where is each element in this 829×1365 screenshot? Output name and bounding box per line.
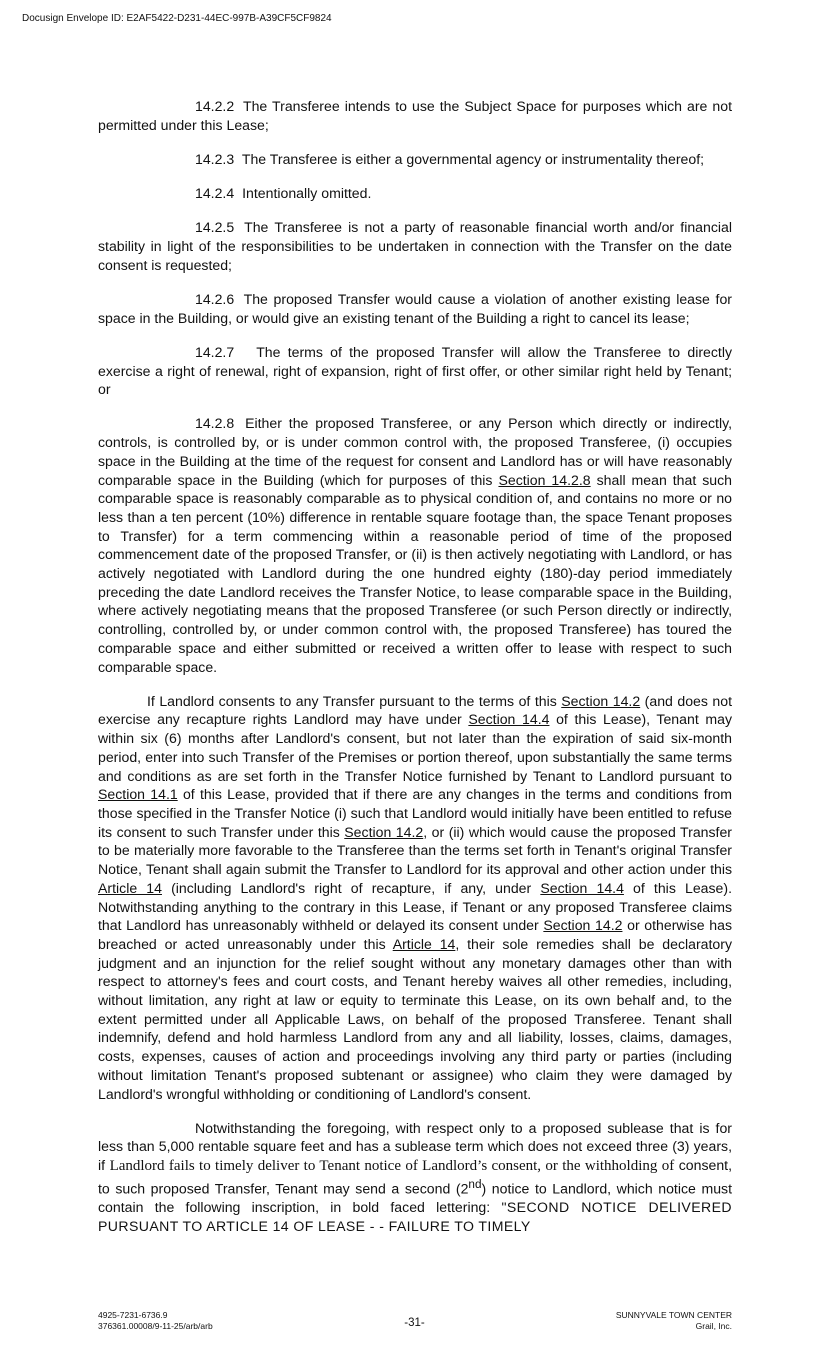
clause-number: 14.2.6	[195, 290, 235, 307]
paragraph-text: (and does not exercise any recapture rights Landlord may have under	[98, 692, 733, 728]
paragraph-text: Notwithstanding the foregoing, with respect only to a proposed sublease that is for less than 5,000 rentable square feet and has a sublease term which does not exceed three (3) years, if	[98, 1119, 732, 1174]
paragraph-text: ) notice to Landlord, which notice must contain the following inscription, in bold faced lettering:	[98, 1180, 732, 1216]
section-ref: Section 14.4	[540, 879, 624, 896]
footer-doc-ref: 376361.00008/9-11-25/arb/arb	[98, 1320, 213, 1331]
superscript-nd: nd	[468, 1177, 482, 1191]
paragraph-text: or otherwise has breached or acted unreasonably under this	[98, 917, 732, 952]
section-ref: Section 14.2	[561, 692, 641, 709]
inscription-text: "SECOND NOTICE DELIVERED PURSUANT TO ARTICLE 14 OF LEASE - - FAILURE TO TIMELY	[98, 1199, 732, 1234]
clause-number: 14.2.5	[195, 219, 235, 236]
paragraph-text: of this Lease, provided that if there are any changes in the terms and conditions from those specified in the Transfer Notice (i) such that Landlord would initially have been entitled to refuse its consent to such Transfer under this	[98, 786, 732, 840]
clause-text: The terms of the proposed Transfer will allow the Transferee to directly exercise a right of renewal, right of expansion, right of first offer, or other similar right held by Tenant; or	[98, 343, 732, 398]
clause-14-2-7	[98, 343, 732, 399]
article-ref: Article 14	[98, 879, 162, 896]
clause-text: shall mean that such comparable space is reasonably comparable as to physical condition of, and contains no more or no less than a ten percent (10%) difference in rentable square footage than, the space Tenant proposes to Transfer) for a term commencing within a reasonable period of time of the proposed commencement date of the proposed Transfer, or (ii) is then actively negotiating with Landlord, or has actively negotiated with Landlord during the one hundred eighty (180)-day period immediately preceding the date Landlord receives the Transfer Notice, to lease comparable space in the Building, where actively negotiating means that the proposed Transferee (or such Person directly or indirectly, controlling, controlled by, or under common control with, the proposed Transferee) has toured the comparable space and either submitted or received a written offer to lease with respect to such comparable space.	[98, 471, 733, 675]
section-ref: Section 14.2	[543, 917, 623, 934]
paragraph-text: , or (ii) which would cause the proposed Transfer to be materially more favorable to the Transferee than the terms set forth in Tenant's original Transfer Notice, Tenant shall again submit the Transfer to Landlord for its approval and other action under this	[98, 823, 732, 878]
clause-14-2-4	[98, 184, 732, 203]
section-ref: Section 14.2	[344, 823, 424, 840]
paragraph-text: If Landlord consents to any Transfer pursuant to the terms of this	[147, 692, 562, 709]
clause-number: 14.2.2	[195, 98, 235, 114]
envelope-id: Docusign Envelope ID: E2AF5422-D231-44EC-997B-A39CF5CF9824	[22, 13, 332, 24]
section-ref-14-2-8: Section 14.2.8	[498, 471, 591, 488]
landlord-consent-paragraph	[98, 692, 732, 1103]
clause-14-2-8	[98, 414, 732, 676]
clause-number: 14.2.4	[195, 185, 235, 202]
clause-text: The proposed Transfer would cause a violation of another existing lease for space in the Building, or would give an existing tenant of the Building a right to cancel its lease;	[98, 290, 732, 326]
clause-14-2-3	[98, 150, 732, 169]
footer-tenant: Grail, Inc.	[695, 1320, 732, 1331]
paragraph-text: consent, to such proposed Transfer, Tenant may send a second (2	[98, 1157, 732, 1197]
clause-14-2-2	[98, 97, 732, 134]
lease-body	[98, 97, 732, 1251]
footer-doc-number: 4925-7231-6736.9	[98, 1310, 168, 1320]
clause-text: Either the proposed Transferee, or any Person which directly or indirectly, controls, is controlled by, or is under common control with, the proposed Transferee, (i) occupies space in the Building at the time of the request for consent and Landlord has or will have reasonably comparable space in the Building (which for purposes of this	[98, 415, 732, 488]
paragraph-text: of this Lease). Notwithstanding anything to the contrary in this Lease, if Tenant or any proposed Transferee claims that Landlord has unreasonably withheld or delayed its consent under	[98, 879, 732, 934]
clause-14-2-5	[98, 218, 732, 274]
clause-14-2-6	[98, 290, 732, 327]
clause-number: 14.2.7	[195, 343, 235, 360]
clause-text: The Transferee intends to use the Subject Space for purposes which are not permitted under this Lease;	[98, 98, 732, 133]
footer-property: SUNNYVALE TOWN CENTER	[615, 1310, 732, 1320]
paragraph-text: (including Landlord's right of recapture, if any, under	[161, 879, 541, 896]
section-ref: Section 14.4	[468, 711, 550, 728]
article-ref: Article 14	[392, 935, 456, 952]
clause-text: Intentionally omitted.	[242, 185, 372, 202]
paragraph-text: of this Lease), Tenant may within six (6) months after Landlord's consent, but not later than the expiration of said six-month period, enter into such Transfer of the Premises or portion thereof, upon substantially the same terms and conditions as are set forth in the Transfer Notice furnished by Tenant to Landlord pursuant to	[98, 711, 733, 784]
clause-number: 14.2.8	[195, 415, 235, 432]
paragraph-text: , their sole remedies shall be declaratory judgment and an injunction for the relief sought without any monetary damages other than with respect to attorney's fees and court costs, and Tenant hereby waives all other remedies, including, without limitation, any right at law or equity to terminate this Lease, on its own behalf and, to the extent permitted under all Applicable Laws, on behalf of the proposed Transferee. Tenant shall indemnify, defend and hold harmless Landlord from any and all liability, losses, claims, damages, costs, expenses, causes of action and proceedings involving any third party or parties (including without limitation Tenant's proposed subtenant or assignee) who claim they were damaged by Landlord's wrongful withholding or conditioning of Landlord's consent.	[98, 935, 732, 1102]
clause-text: The Transferee is either a governmental agency or instrumentality thereof;	[241, 150, 705, 167]
section-ref: Section 14.1	[98, 786, 178, 803]
paragraph-text-serif: Landlord fails to timely deliver to Tenant notice of Landlord’s consent, or the withholding of	[109, 1158, 675, 1175]
clause-number: 14.2.3	[195, 150, 235, 167]
clause-text: The Transferee is not a party of reasonable financial worth and/or financial stability in light of the responsibilities to be undertaken in connection with the Transfer on the date consent is requested;	[98, 219, 732, 273]
page-number: -31-	[404, 1317, 425, 1329]
notwithstanding-paragraph	[98, 1119, 732, 1236]
footer-property-info	[616, 1310, 732, 1331]
